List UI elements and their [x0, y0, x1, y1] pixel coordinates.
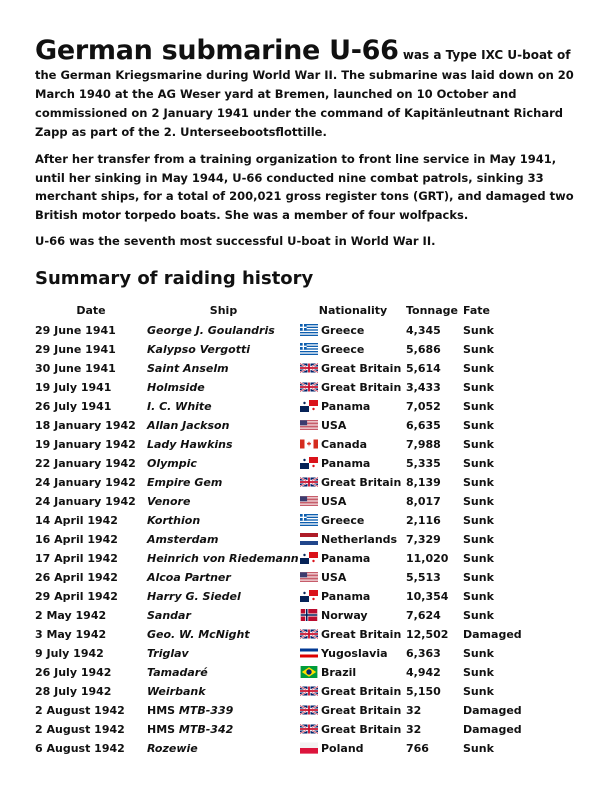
table-row [35, 511, 533, 530]
ship-name: Tamadaré [147, 665, 208, 679]
row-date: 2 May 1942 [35, 608, 107, 622]
nationality-label: Great Britain [321, 684, 402, 698]
header-tonnage: Tonnage [406, 304, 459, 317]
canada-flag-icon [300, 438, 321, 451]
row-ship [147, 321, 300, 340]
row-nationality [300, 473, 406, 492]
ship-name: Rozewie [147, 741, 198, 755]
nationality-label: Norway [321, 608, 368, 622]
nationality-label: Yugoslavia [321, 646, 388, 660]
row-tonnage: 5,513 [406, 570, 441, 584]
nationality-label: Great Britain [321, 627, 402, 641]
nationality-label: Great Britain [321, 722, 402, 736]
ship-name: I. C. White [147, 399, 212, 413]
nationality-label: Great Britain [321, 380, 402, 394]
header-date: Date [76, 304, 106, 317]
table-row [35, 720, 533, 739]
table-row [35, 701, 533, 720]
row-ship [147, 587, 300, 606]
ranking-paragraph: U-66 was the seventh most successful U-boat in World War II. [35, 234, 436, 248]
row-tonnage: 7,624 [406, 608, 441, 622]
row-nationality [300, 701, 406, 720]
row-tonnage: 12,502 [406, 627, 449, 641]
row-tonnage: 32 [406, 703, 422, 717]
table-row [35, 359, 533, 378]
section-title: Summary of raiding history [35, 267, 314, 289]
row-fate: Sunk [463, 361, 494, 375]
row-ship [147, 492, 300, 511]
row-fate: Sunk [463, 741, 494, 755]
greece-flag-icon [300, 343, 321, 356]
header-fate: Fate [463, 304, 491, 317]
row-nationality [300, 397, 406, 416]
row-ship [147, 530, 300, 549]
table-row [35, 587, 533, 606]
row-nationality [300, 587, 406, 606]
row-ship [147, 682, 300, 701]
table-row [35, 435, 533, 454]
row-fate: Sunk [463, 342, 494, 356]
row-date: 2 August 1942 [35, 722, 125, 736]
nationality-label: USA [321, 418, 347, 432]
row-nationality [300, 511, 406, 530]
intro-first-line: was a Type IXC U-boat of [402, 48, 571, 62]
row-nationality [300, 663, 406, 682]
row-tonnage: 11,020 [406, 551, 449, 565]
row-fate: Damaged [463, 722, 522, 736]
ship-name: Korthion [147, 513, 201, 527]
row-fate: Sunk [463, 475, 494, 489]
row-tonnage: 7,988 [406, 437, 441, 451]
row-fate: Damaged [463, 627, 522, 641]
row-tonnage: 6,363 [406, 646, 441, 660]
row-tonnage: 5,686 [406, 342, 441, 356]
ship-name: Triglav [147, 646, 189, 660]
row-fate: Sunk [463, 646, 494, 660]
nationality-label: Greece [321, 323, 365, 337]
row-fate: Sunk [463, 589, 494, 603]
row-ship [147, 606, 300, 625]
row-nationality [300, 492, 406, 511]
row-date: 19 July 1941 [35, 380, 112, 394]
row-tonnage: 6,635 [406, 418, 441, 432]
row-tonnage: 5,614 [406, 361, 441, 375]
panama-flag-icon [300, 457, 321, 470]
ship-name: Sandar [147, 608, 191, 622]
row-nationality [300, 739, 406, 758]
row-ship [147, 701, 300, 720]
ship-name: Allan Jackson [147, 418, 230, 432]
nationality-label: Poland [321, 741, 364, 755]
row-date: 26 July 1941 [35, 399, 112, 413]
header-nationality: Nationality [318, 304, 388, 317]
table-row [35, 606, 533, 625]
yugoslavia-flag-icon [300, 647, 321, 660]
uk-flag-icon [300, 685, 321, 698]
row-ship [147, 359, 300, 378]
row-nationality [300, 359, 406, 378]
row-nationality [300, 378, 406, 397]
table-row [35, 416, 533, 435]
service-paragraph: After her transfer from a training organization to front line service in May 1941, until her sinking in May 1944, U-66 conducted nine combat patrols, sinking 33 merchant ships, for a total of 200,021 gross register tons (GRT), and damaged two British motor torpedo boats. She was a member of four wolfpacks. [35, 152, 574, 222]
row-date: 29 June 1941 [35, 342, 116, 356]
row-fate: Sunk [463, 399, 494, 413]
panama-flag-icon [300, 400, 321, 413]
netherlands-flag-icon [300, 533, 321, 546]
norway-flag-icon [300, 609, 321, 622]
ship-name: Heinrich von Riedemann [147, 551, 299, 565]
row-tonnage: 4,942 [406, 665, 441, 679]
header-ship: Ship [209, 304, 238, 317]
row-ship [147, 739, 300, 758]
row-fate: Sunk [463, 418, 494, 432]
ship-name: MTB-339 [178, 703, 234, 717]
ship-name: Venore [147, 494, 191, 508]
row-ship [147, 416, 300, 435]
table-row [35, 492, 533, 511]
table-row [35, 625, 533, 644]
ship-name: Harry G. Siedel [147, 589, 241, 603]
ship-name: Alcoa Partner [147, 570, 231, 584]
uk-flag-icon [300, 381, 321, 394]
nationality-label: Panama [321, 456, 371, 470]
usa-flag-icon [300, 419, 321, 432]
row-date: 17 April 1942 [35, 551, 118, 565]
table-row [35, 378, 533, 397]
row-tonnage: 3,433 [406, 380, 441, 394]
row-fate: Sunk [463, 551, 494, 565]
row-date: 14 April 1942 [35, 513, 118, 527]
table-row [35, 663, 533, 682]
brazil-flag-icon [300, 666, 321, 679]
ship-name: Saint Anselm [147, 361, 229, 375]
table-row [35, 682, 533, 701]
row-tonnage: 5,150 [406, 684, 441, 698]
row-nationality [300, 625, 406, 644]
row-fate: Sunk [463, 684, 494, 698]
row-date: 29 April 1942 [35, 589, 118, 603]
row-ship [147, 644, 300, 663]
panama-flag-icon [300, 590, 321, 603]
row-date: 24 January 1942 [35, 475, 136, 489]
row-nationality [300, 416, 406, 435]
row-fate: Damaged [463, 703, 522, 717]
row-ship [147, 549, 300, 568]
row-nationality [300, 682, 406, 701]
row-fate: Sunk [463, 380, 494, 394]
row-nationality [300, 435, 406, 454]
panama-flag-icon [300, 552, 321, 565]
row-tonnage: 10,354 [406, 589, 449, 603]
row-date: 22 January 1942 [35, 456, 136, 470]
row-ship [147, 340, 300, 359]
uk-flag-icon [300, 704, 321, 717]
ship-name: Olympic [147, 456, 197, 470]
ship-prefix: HMS [147, 703, 179, 717]
row-tonnage: 8,017 [406, 494, 441, 508]
nationality-label: Panama [321, 399, 371, 413]
row-ship [147, 454, 300, 473]
row-tonnage: 5,335 [406, 456, 441, 470]
ship-name: Holmside [147, 380, 205, 394]
row-fate: Sunk [463, 532, 494, 546]
row-ship [147, 511, 300, 530]
table-row [35, 530, 533, 549]
row-fate: Sunk [463, 456, 494, 470]
ship-name: Amsterdam [147, 532, 219, 546]
table-row [35, 397, 533, 416]
row-tonnage: 4,345 [406, 323, 441, 337]
row-date: 28 July 1942 [35, 684, 112, 698]
usa-flag-icon [300, 495, 321, 508]
row-tonnage: 32 [406, 722, 422, 736]
row-date: 26 April 1942 [35, 570, 118, 584]
row-fate: Sunk [463, 494, 494, 508]
row-fate: Sunk [463, 570, 494, 584]
row-date: 3 May 1942 [35, 627, 107, 641]
nationality-label: Canada [321, 437, 368, 451]
row-date: 29 June 1941 [35, 323, 116, 337]
nationality-label: Panama [321, 589, 371, 603]
row-date: 30 June 1941 [35, 361, 116, 375]
ship-name: MTB-342 [178, 722, 234, 736]
ship-name: Geo. W. McNight [147, 627, 250, 641]
row-nationality [300, 549, 406, 568]
row-date: 24 January 1942 [35, 494, 136, 508]
intro-rest: the German Kriegsmarine during World War II. The submarine was laid down on 20 March 1940 at the AG Weser yard at Bremen, launched on 10 October and commissioned on 2 January 1941 under the command of Kapitänleutnant Richard Zapp as part of the 2. Unterseebootsflottille. [35, 68, 574, 139]
nationality-label: Panama [321, 551, 371, 565]
table-row [35, 473, 533, 492]
row-tonnage: 8,139 [406, 475, 441, 489]
row-date: 26 July 1942 [35, 665, 112, 679]
table-header-row [35, 301, 533, 321]
row-nationality [300, 340, 406, 359]
nationality-label: USA [321, 494, 347, 508]
table-row [35, 739, 533, 758]
row-tonnage: 7,329 [406, 532, 441, 546]
ship-prefix: HMS [147, 722, 179, 736]
row-tonnage: 766 [406, 741, 429, 755]
row-fate: Sunk [463, 437, 494, 451]
table-row [35, 321, 533, 340]
row-date: 18 January 1942 [35, 418, 136, 432]
article [35, 36, 585, 758]
row-nationality [300, 720, 406, 739]
nationality-label: Greece [321, 513, 365, 527]
greece-flag-icon [300, 514, 321, 527]
ship-name: Kalypso Vergotti [147, 342, 251, 356]
row-ship [147, 625, 300, 644]
nationality-label: Great Britain [321, 475, 402, 489]
row-ship [147, 568, 300, 587]
row-nationality [300, 644, 406, 663]
uk-flag-icon [300, 628, 321, 641]
poland-flag-icon [300, 742, 321, 755]
row-fate: Sunk [463, 665, 494, 679]
row-ship [147, 663, 300, 682]
row-ship [147, 397, 300, 416]
raiding-history-table [35, 301, 533, 758]
row-date: 16 April 1942 [35, 532, 118, 546]
uk-flag-icon [300, 476, 321, 489]
nationality-label: USA [321, 570, 347, 584]
nationality-label: Great Britain [321, 361, 402, 375]
row-nationality [300, 454, 406, 473]
nationality-label: Netherlands [321, 532, 398, 546]
ship-name: George J. Goulandris [147, 323, 275, 337]
page-title: German submarine U-66 [35, 35, 399, 66]
row-nationality [300, 530, 406, 549]
uk-flag-icon [300, 723, 321, 736]
greece-flag-icon [300, 324, 321, 337]
row-ship [147, 720, 300, 739]
row-nationality [300, 321, 406, 340]
nationality-label: Greece [321, 342, 365, 356]
row-ship [147, 473, 300, 492]
intro-paragraph [35, 36, 585, 142]
row-date: 6 August 1942 [35, 741, 125, 755]
table-row [35, 549, 533, 568]
ship-name: Lady Hawkins [147, 437, 233, 451]
nationality-label: Great Britain [321, 703, 402, 717]
table-row [35, 568, 533, 587]
ship-name: Weirbank [147, 684, 206, 698]
nationality-label: Brazil [321, 665, 357, 679]
row-ship [147, 378, 300, 397]
row-tonnage: 2,116 [406, 513, 441, 527]
row-nationality [300, 568, 406, 587]
row-nationality [300, 606, 406, 625]
usa-flag-icon [300, 571, 321, 584]
row-date: 9 July 1942 [35, 646, 104, 660]
table-row [35, 454, 533, 473]
row-fate: Sunk [463, 323, 494, 337]
row-fate: Sunk [463, 608, 494, 622]
row-date: 2 August 1942 [35, 703, 125, 717]
row-tonnage: 7,052 [406, 399, 441, 413]
ship-name: Empire Gem [147, 475, 223, 489]
row-ship [147, 435, 300, 454]
row-date: 19 January 1942 [35, 437, 136, 451]
table-row [35, 644, 533, 663]
table-row [35, 340, 533, 359]
row-fate: Sunk [463, 513, 494, 527]
uk-flag-icon [300, 362, 321, 375]
